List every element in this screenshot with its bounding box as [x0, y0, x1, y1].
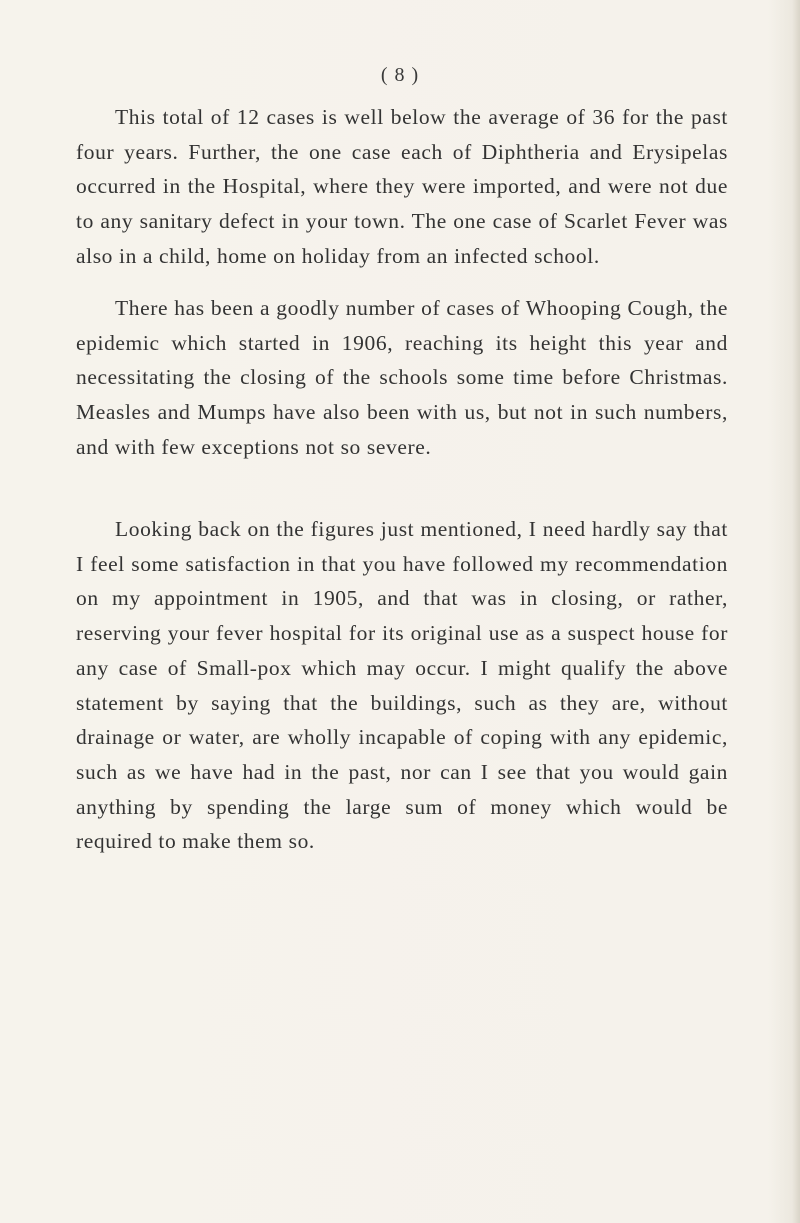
paragraph-3-text: Looking back on the figures just mentioned, I need hardly say that I feel some satisfaction in that you have followed my recommendation on my appointment in 1905, and that was in closing, or rather, reserving your fever hospital for its original use as a suspect house for any case of Small-pox which may occur. I might qualify the above statement by saying that the buildings, such as they are, without drainage or water, are wholly incapable of coping with any epidemic, such as we have had in the past, nor can I see that you would gain anything by spending the large sum of money which would be required to make them so. — [76, 517, 728, 854]
paragraph-3 — [76, 512, 728, 859]
paragraph-1 — [76, 100, 728, 274]
paragraph-1-text: This total of 12 cases is well below the average of 36 for the past four years. Further, the one case each of Diphtheria and Erysipelas occurred in the Hospital, where they were imported, and were not due to any sanitary defect in your town. The one case of Scarlet Fever was also in a child, home on holiday from an infected school. — [76, 105, 728, 268]
page-number: ( 8 ) — [380, 64, 420, 86]
paragraph-2 — [76, 291, 728, 465]
paragraph-2-text: There has been a goodly number of cases of Whooping Cough, the epidemic which started in 1906, reaching its height this year and necessitating the closing of the schools some time before Christmas. Measles and Mumps have also been with us, but not in such numbers, and with few exceptions not so severe. — [76, 296, 728, 459]
